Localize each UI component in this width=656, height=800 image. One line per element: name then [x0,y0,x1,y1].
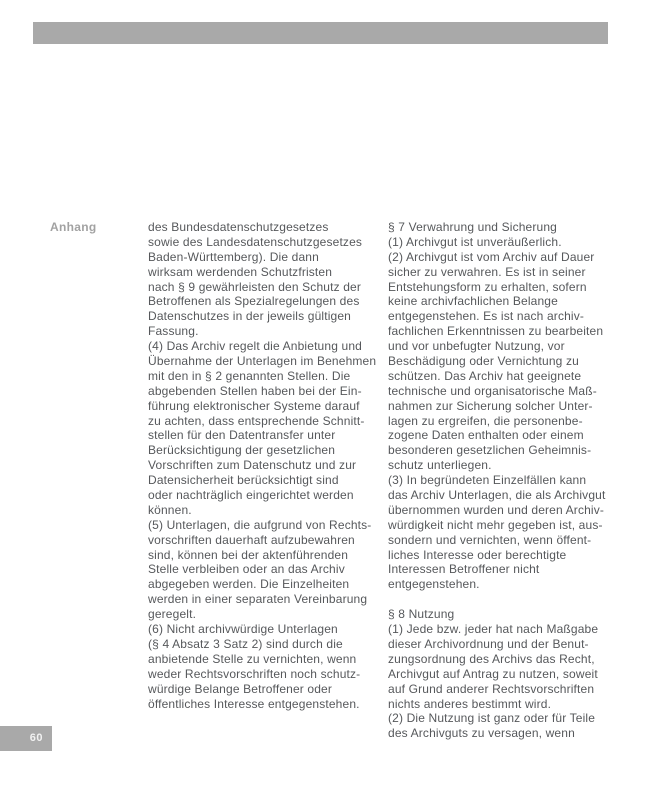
text-line: Archivgut auf Antrag zu nutzen, soweit [388,666,598,681]
text-line: Baden-Württemberg). Die dann [148,249,319,264]
text-line: auf Grund anderer Rechtsvorschriften [388,681,595,696]
text-line: weder Rechtsvorschriften noch schutz- [148,666,361,681]
text-line [388,592,618,607]
text-line: (2) Archivgut ist vom Archiv auf Dauer [388,249,595,264]
text-line: zungsordnung des Archivs das Recht, [388,651,595,666]
text-line: keine archivfachlichen Belange [388,294,558,309]
text-line: (2) Die Nutzung ist ganz oder für Teile [388,711,596,726]
text-line: würdigkeit nicht mehr gegeben ist, aus- [388,517,603,532]
text-line: dieser Archivordnung und der Benut- [388,636,589,651]
text-line: oder nachträglich eingerichtet werden [148,488,354,503]
text-line: Vorschriften zum Datenschutz und zur [148,458,357,473]
text-line: zu achten, dass entsprechende Schnitt- [148,413,365,428]
text-line: Übernahme der Unterlagen im Benehmen [148,354,377,369]
text-line: (1) Archivgut ist unveräußerlich. [388,234,562,249]
text-line: mit den in § 2 genannten Stellen. Die [148,368,351,383]
text-line: nach § 9 gewährleisten den Schutz der [148,279,362,294]
text-line: können. [148,502,192,517]
text-line: zogene Daten enthalten oder einem [388,428,584,443]
text-line: sowie des Landesdatenschutzgesetzes [148,234,363,249]
text-line: entgegenstehen. Es ist nach archiv- [388,309,585,324]
text-line: abgegeben werden. Die Einzelheiten [148,577,350,592]
text-line: (4) Das Archiv regelt die Anbietung und [148,339,362,354]
text-line: das Archiv Unterlagen, die als Archivgut [388,488,606,503]
text-line: Datenschutzes in der jeweils gültigen [148,309,351,324]
text-line: schutz unterliegen. [388,458,492,473]
text-line: sicher zu verwahren. Es ist in seiner [388,264,586,279]
page-number: 60 [29,732,43,744]
text-line: wirksam werdenden Schutzfristen [148,264,333,279]
text-line: lagen zu ergreifen, die personenbe- [388,413,583,428]
text-line: nahmen zur Sicherung solcher Unter- [388,398,593,413]
text-line: besonderen gesetzlichen Geheimnis- [388,443,592,458]
text-line: führung elektronischer Systeme darauf [148,398,360,413]
text-line: (§ 4 Absatz 3 Satz 2) sind durch die [148,636,343,651]
margin-label-anhang: Anhang [50,220,97,234]
text-line: (3) In begründeten Einzelfällen kann [388,473,587,488]
text-line: und vor unbefugter Nutzung, vor [388,339,565,354]
text-line: Stelle verbleiben oder an das Archiv [148,562,345,577]
text-line: des Archivguts zu versagen, wenn [388,726,575,741]
text-line: sind, können bei der aktenführenden [148,547,349,562]
text-line: fachlichen Erkenntnissen zu bearbeiten [388,324,604,339]
text-line: entgegenstehen. [388,577,480,592]
text-line: § 7 Verwahrung und Sicherung [388,220,557,234]
header-bar [33,22,608,44]
text-line: (6) Nicht archivwürdige Unterlagen [148,622,338,637]
text-line: Datensicherheit berücksichtigt sind [148,473,339,488]
text-line: des Bundesdatenschutzgesetzes [148,220,329,234]
text-line: vorschriften dauerhaft aufzubewahren [148,532,355,547]
page-number-badge [0,726,52,751]
text-line: übernommen wurden und deren Archiv- [388,502,605,517]
text-line: stellen für den Datentransfer unter [148,428,336,443]
text-line: Beschädigung oder Vernichtung zu [388,354,579,369]
text-line: würdige Belange Betroffener oder [148,681,333,696]
text-line: (1) Jede bzw. jeder hat nach Maßgabe [388,622,599,637]
text-line: § 8 Nutzung [388,607,455,622]
text-line: Interessen Betroffener nicht [388,562,540,577]
text-line: Betroffenen als Spezialregelungen des [148,294,360,309]
text-line: anbietende Stelle zu vernichten, wenn [148,651,357,666]
text-line: werden in einer separaten Vereinbarung [148,592,368,607]
text-line: Berücksichtigung der gesetzlichen [148,443,336,458]
text-line: schützen. Das Archiv hat geeignete [388,368,582,383]
text-line: öffentliches Interesse entgegenstehen. [148,696,360,711]
text-column-right [388,220,618,741]
text-line: technische und organisatorische Maß- [388,383,597,398]
text-column-left [148,220,383,711]
text-line: Entstehungsform zu erhalten, sofern [388,279,587,294]
text-line: Fassung. [148,324,199,339]
text-line: geregelt. [148,607,197,622]
text-line: (5) Unterlagen, die aufgrund von Rechts- [148,517,372,532]
text-line: liches Interesse oder berechtigte [388,547,567,562]
text-line: abgebenden Stellen haben bei der Ein- [148,383,362,398]
text-line: nichts anderes bestimmt wird. [388,696,552,711]
text-line: sondern und vernichten, wenn öffent- [388,532,592,547]
